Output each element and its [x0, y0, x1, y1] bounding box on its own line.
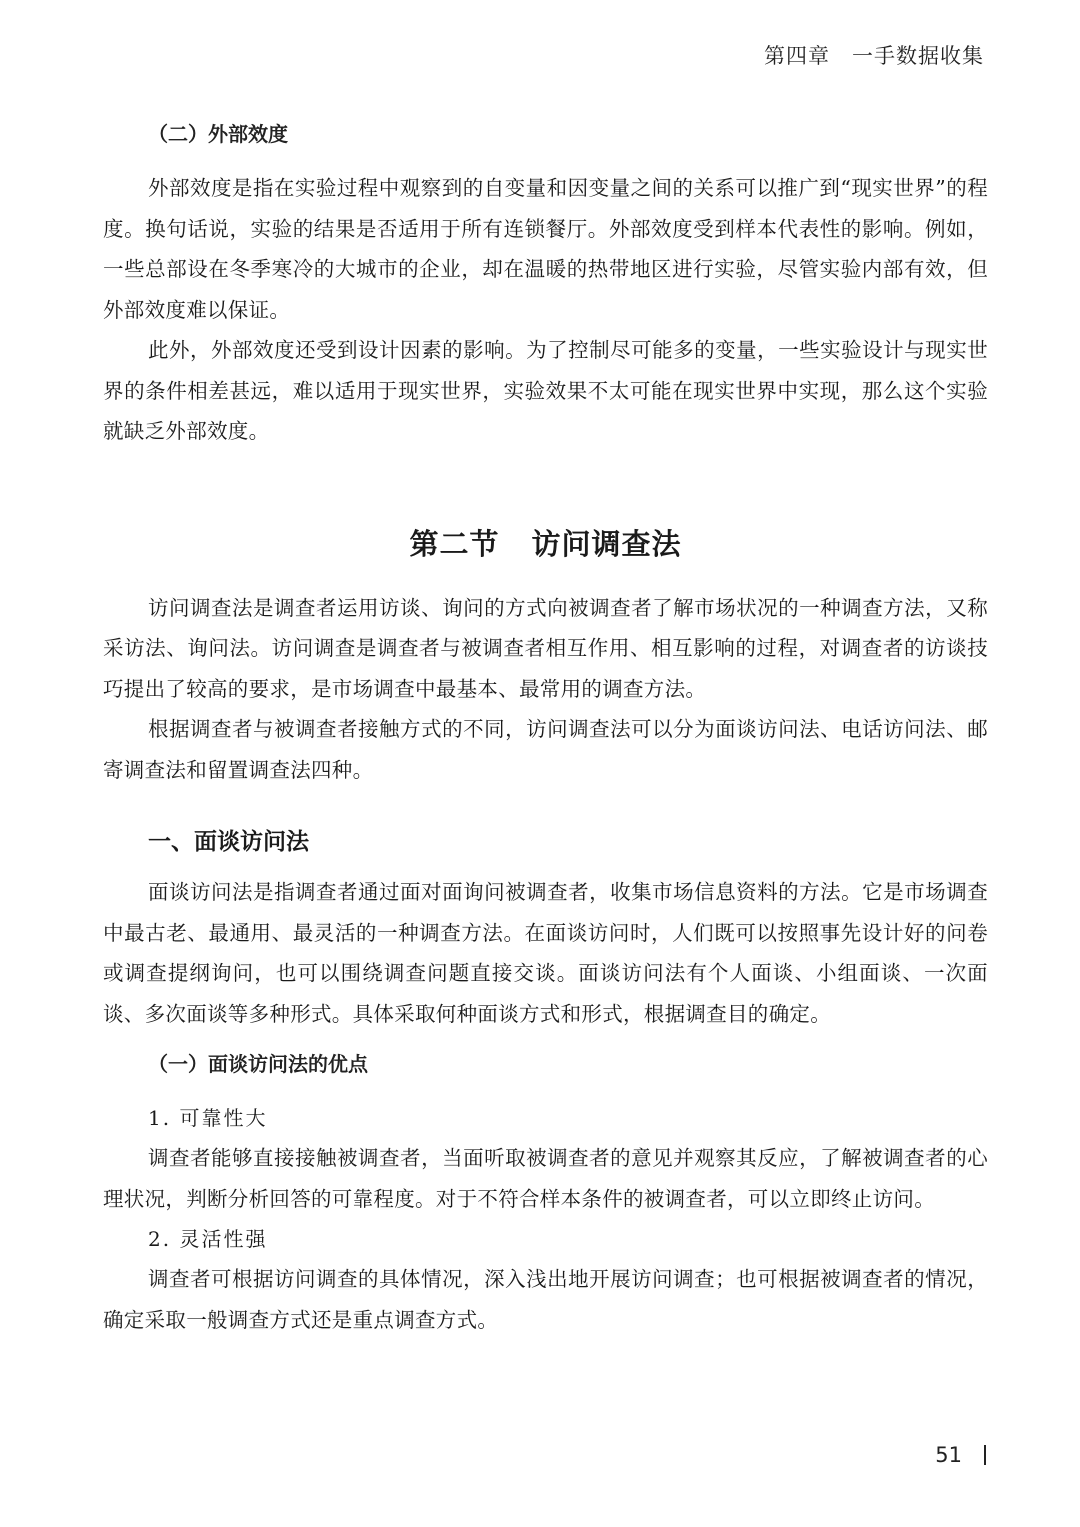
section-title: [103, 522, 988, 566]
page-footer: [935, 1443, 986, 1467]
paragraph: 面谈访问法是指调查者通过面对面询问被调查者，收集市场信息资料的方法。它是市场调查中最古老、最通用、最灵活的一种调查方法。在面谈访问时，人们既可以按照事先设计好的问卷或调查提纲询问，也可以围绕调查问题直接交谈。面谈访问法有个人面谈、小组面谈、一次面谈、多次面谈等多种形式。具体采取何种面谈方式和形式，根据调查目的确定。: [103, 880, 988, 1026]
footer-divider: [984, 1445, 986, 1465]
advantage-text: 调查者可根据访问调查的具体情况，深入浅出地开展访问调查；也可根据被调查者的情况，确定采取一般调查方式还是重点调查方式。: [103, 1267, 988, 1332]
paragraph: 此外，外部效度还受到设计因素的影响。为了控制尽可能多的变量，一些实验设计与现实世界的条件相差甚远，难以适用于现实世界，实验效果不太可能在现实世界中实现，那么这个实验就缺乏外部效度。: [103, 338, 988, 443]
paragraph: 访问调查法是调查者运用访谈、询问的方式向被调查者了解市场状况的一种调查方法，又称采访法、询问法。访问调查是调查者与被调查者相互作用、相互影响的过程，对调查者的访谈技巧提出了较高的要求，是市场调查中最基本、最常用的调查方法。: [103, 595, 988, 701]
subsection-heading: 一、面谈访问法: [148, 829, 309, 855]
heading-external-validity: （二）外部效度: [148, 122, 288, 146]
advantages-heading: （一）面谈访问法的优点: [148, 1052, 368, 1076]
section-name: 访问调查法: [531, 526, 682, 561]
running-header: [764, 40, 984, 70]
section-number: 第二节: [409, 526, 500, 561]
advantage-title: 2. 灵活性强: [148, 1227, 268, 1251]
page-body: [103, 114, 988, 1340]
paragraph: 外部效度是指在实验过程中观察到的自变量和因变量之间的关系可以推广到“现实世界”的程度。换句话说，实验的结果是否适用于所有连锁餐厅。外部效度受到样本代表性的影响。例如，一些总部设在冬季寒冷的大城市的企业，却在温暖的热带地区进行实验，尽管实验内部有效，但外部效度难以保证。: [103, 176, 988, 322]
advantage-title: 1. 可靠性大: [148, 1106, 268, 1130]
chapter-label: 第四章: [764, 44, 830, 68]
advantage-text: 调查者能够直接接触被调查者，当面听取被调查者的意见并观察其反应，了解被调查者的心理状况，判断分析回答的可靠程度。对于不符合样本条件的被调查者，可以立即终止访问。: [103, 1146, 988, 1211]
page-number: 51: [935, 1443, 962, 1467]
paragraph: 根据调查者与被调查者接触方式的不同，访问调查法可以分为面谈访问法、电话访问法、邮寄调查法和留置调查法四种。: [103, 717, 988, 782]
chapter-title: 一手数据收集: [852, 44, 984, 68]
